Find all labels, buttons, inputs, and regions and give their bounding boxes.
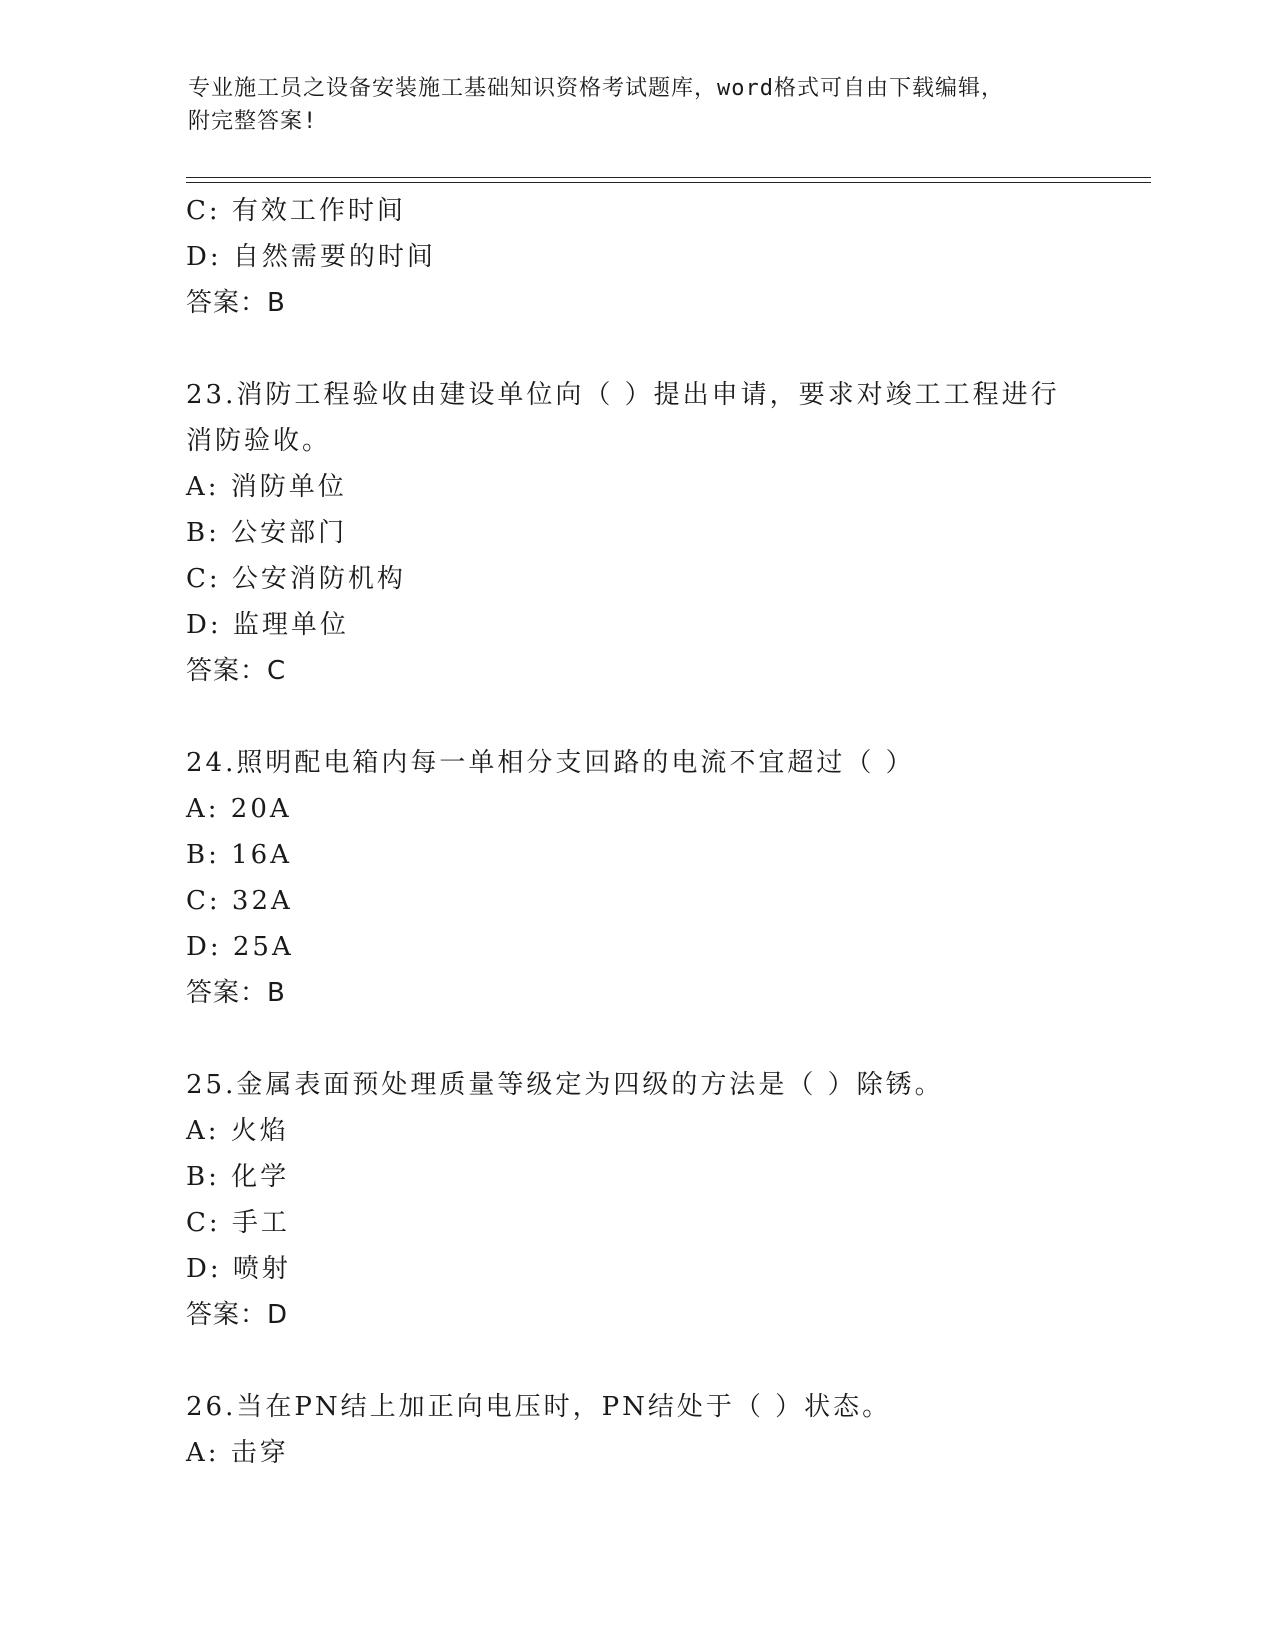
question-line: 消防验收。 bbox=[186, 426, 332, 456]
question-list bbox=[186, 188, 1086, 1476]
block-spacer bbox=[186, 1016, 1086, 1062]
question-line: 24.照明配电箱内每一单相分支回路的电流不宜超过（ ） bbox=[186, 748, 915, 778]
answer-line: 答案：B bbox=[186, 288, 286, 318]
option-line: A: 击穿 bbox=[186, 1438, 289, 1468]
answer-line: 答案：D bbox=[186, 1300, 289, 1330]
option-line: A: 20A bbox=[186, 794, 292, 824]
option-line: B: 16A bbox=[186, 840, 292, 870]
question-line: 23.消防工程验收由建设单位向（ ）提出申请，要求对竣工工程进行 bbox=[186, 380, 1060, 410]
document-header bbox=[188, 72, 1088, 138]
header-divider-top bbox=[186, 177, 1151, 178]
option-line: A: 消防单位 bbox=[186, 472, 347, 502]
block-spacer bbox=[186, 326, 1086, 372]
question-line: 26.当在PN结上加正向电压时，PN结处于（ ）状态。 bbox=[186, 1392, 892, 1422]
question-line: 25.金属表面预处理质量等级定为四级的方法是（ ）除锈。 bbox=[186, 1070, 944, 1100]
answer-line: 答案：C bbox=[186, 656, 287, 686]
answer-line: 答案：B bbox=[186, 978, 286, 1008]
option-line: D: 25A bbox=[186, 932, 294, 962]
header-line-2: 附完整答案! bbox=[188, 109, 318, 134]
option-line: C: 公安消防机构 bbox=[186, 564, 406, 594]
option-line: D: 喷射 bbox=[186, 1254, 291, 1284]
header-line-1: 专业施工员之设备安装施工基础知识资格考试题库，word格式可自由下载编辑， bbox=[188, 76, 1004, 101]
option-line: C: 手工 bbox=[186, 1208, 290, 1238]
option-line: C: 32A bbox=[186, 886, 293, 916]
option-line: D: 自然需要的时间 bbox=[186, 242, 436, 272]
block-spacer bbox=[186, 694, 1086, 740]
option-line: D: 监理单位 bbox=[186, 610, 349, 640]
option-line: C: 有效工作时间 bbox=[186, 196, 406, 226]
option-line: B: 化学 bbox=[186, 1162, 290, 1192]
block-spacer bbox=[186, 1338, 1086, 1384]
option-line: A: 火焰 bbox=[186, 1116, 289, 1146]
header-divider-bottom bbox=[186, 182, 1151, 183]
option-line: B: 公安部门 bbox=[186, 518, 348, 548]
